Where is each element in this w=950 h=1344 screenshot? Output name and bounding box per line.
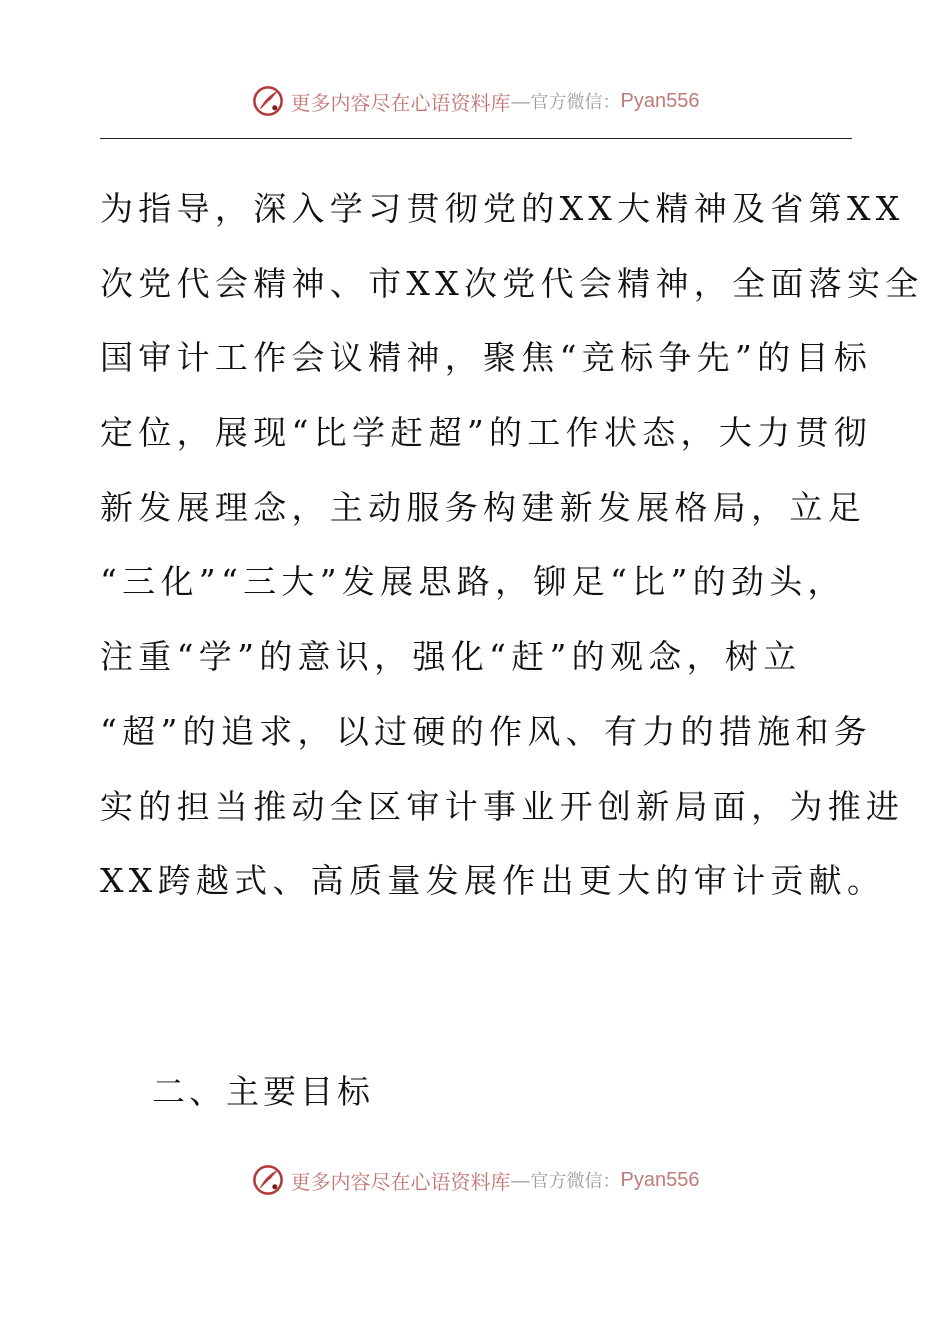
banner-wechat-id: Pyan556 (620, 1168, 700, 1191)
header-banner (0, 84, 950, 118)
banner-dash: — (510, 89, 531, 113)
quill-logo-icon (251, 1163, 285, 1197)
paragraph-line: 为指导，深入学习贯彻党的XX大精神及省第XX (100, 189, 905, 228)
header-divider (100, 138, 852, 139)
paragraph-line: 新发展理念，主动服务构建新发展格局，立足 (100, 487, 866, 527)
paragraph-line: 国审计工作会议精神，聚焦“竞标争先”的目标 (100, 338, 873, 378)
banner-text (291, 87, 700, 116)
footer-banner (0, 1163, 950, 1197)
banner-main-text: 更多内容尽在心语资料库 (290, 90, 511, 115)
paragraph-line: “三化”“三大”发展思路，铆足“比”的劲头， (100, 562, 846, 602)
banner-contact-label: 官方微信： (530, 92, 621, 113)
banner-text (291, 1166, 700, 1195)
body-paragraph (100, 172, 924, 919)
section-heading: 二、主要目标 (152, 1072, 374, 1111)
banner-contact-label: 官方微信： (530, 1171, 621, 1192)
paragraph-line: 实的担当推动全区审计事业开创新局面，为推进 (100, 786, 905, 826)
banner-dash: — (510, 1168, 531, 1192)
paragraph-line: “超”的追求，以过硬的作风、有力的措施和务 (100, 711, 873, 751)
paragraph-line: 定位，展现“比学赶超”的工作状态，大力贯彻 (100, 413, 873, 453)
banner-wechat-id: Pyan556 (620, 89, 700, 112)
paragraph-line: XX跨越式、高质量发展作出更大的审计贡献。 (100, 861, 886, 901)
paragraph-line: 注重“学”的意识，强化“赶”的观念，树立 (100, 637, 802, 677)
paragraph-line: 次党代会精神、市XX次党代会精神，全面落实全 (100, 263, 924, 303)
quill-logo-icon (251, 84, 285, 118)
banner-main-text: 更多内容尽在心语资料库 (290, 1169, 511, 1194)
